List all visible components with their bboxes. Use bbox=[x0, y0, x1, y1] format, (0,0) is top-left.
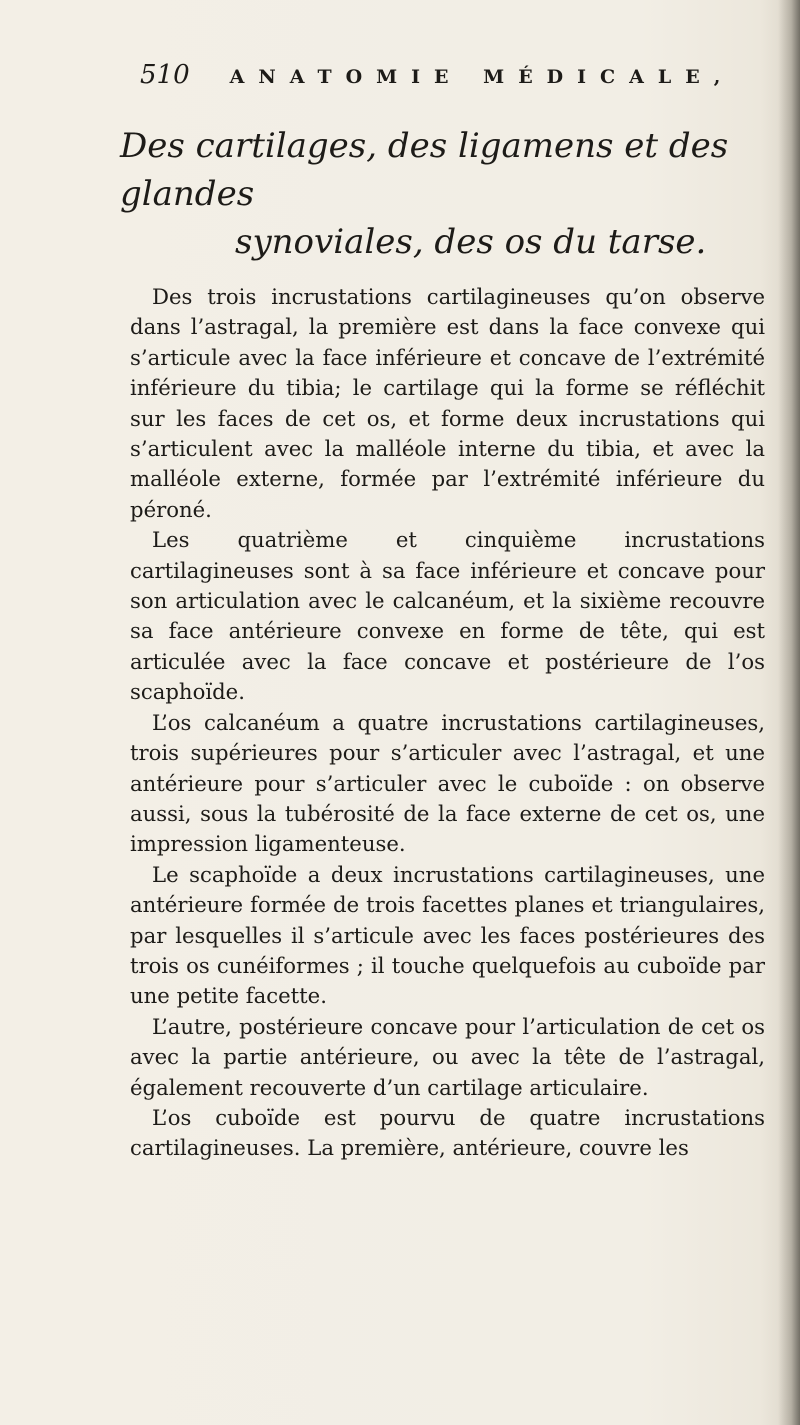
running-head: ANATOMIE MÉDICALE, bbox=[229, 66, 735, 88]
page-header bbox=[140, 60, 760, 100]
paragraph: Le scaphoïde a deux incrustations cartilagineuses, une antérieure formée de trois facettes planes et triangulaires, par lesquelles il s’articule avec les faces postérieures des trois os cunéiformes ; il touche quelquefois au cuboïde par une petite facette. bbox=[130, 861, 765, 1009]
paragraph: Les quatrième et cinquième incrustations cartilagineuses sont à sa face inférieure et concave pour son articulation avec le calcanéum, et la sixième recouvre sa face antérieure convexe en forme de tête, qui est articulée avec la face concave et postérieure de l’os scaphoïde. bbox=[130, 527, 765, 705]
page-number: 510 bbox=[140, 60, 190, 90]
page-edge-shadow bbox=[778, 0, 800, 1425]
paragraph: L’os cuboïde est pourvu de quatre incrustations cartilagineuses. La première, antérieure, couvre les bbox=[130, 1104, 765, 1161]
section-title bbox=[120, 122, 760, 266]
body-text bbox=[130, 282, 765, 1164]
paragraph: Des trois incrustations cartilagineuses qu’on observe dans l’astragal, la première est dans la face convexe qui s’articule avec la face inférieure et concave de l’extrémité inférieure du tibia; le cartilage qui la forme se réfléchit sur les faces de cet os, et forme deux incrustations qui s’articulent avec la malléole interne du tibia, et avec la malléole externe, formée par l’extrémité inférieure du péroné. bbox=[130, 284, 765, 522]
section-title-line2: synoviales, des os du tarse. bbox=[235, 222, 707, 262]
paragraph: L’autre, postérieure concave pour l’articulation de cet os avec la partie antérieure, ou avec la tête de l’astragal, également recouverte d’un cartilage articulaire. bbox=[130, 1013, 765, 1100]
section-title-line1: Des cartilages, des ligamens et des glandes bbox=[120, 126, 729, 214]
paragraph: L’os calcanéum a quatre incrustations cartilagineuses, trois supérieures pour s’articuler avec l’astragal, et une antérieure pour s’articuler avec le cuboïde : on observe aussi, sous la tubérosité de la face externe de cet os, une impression ligamenteuse. bbox=[130, 709, 765, 857]
